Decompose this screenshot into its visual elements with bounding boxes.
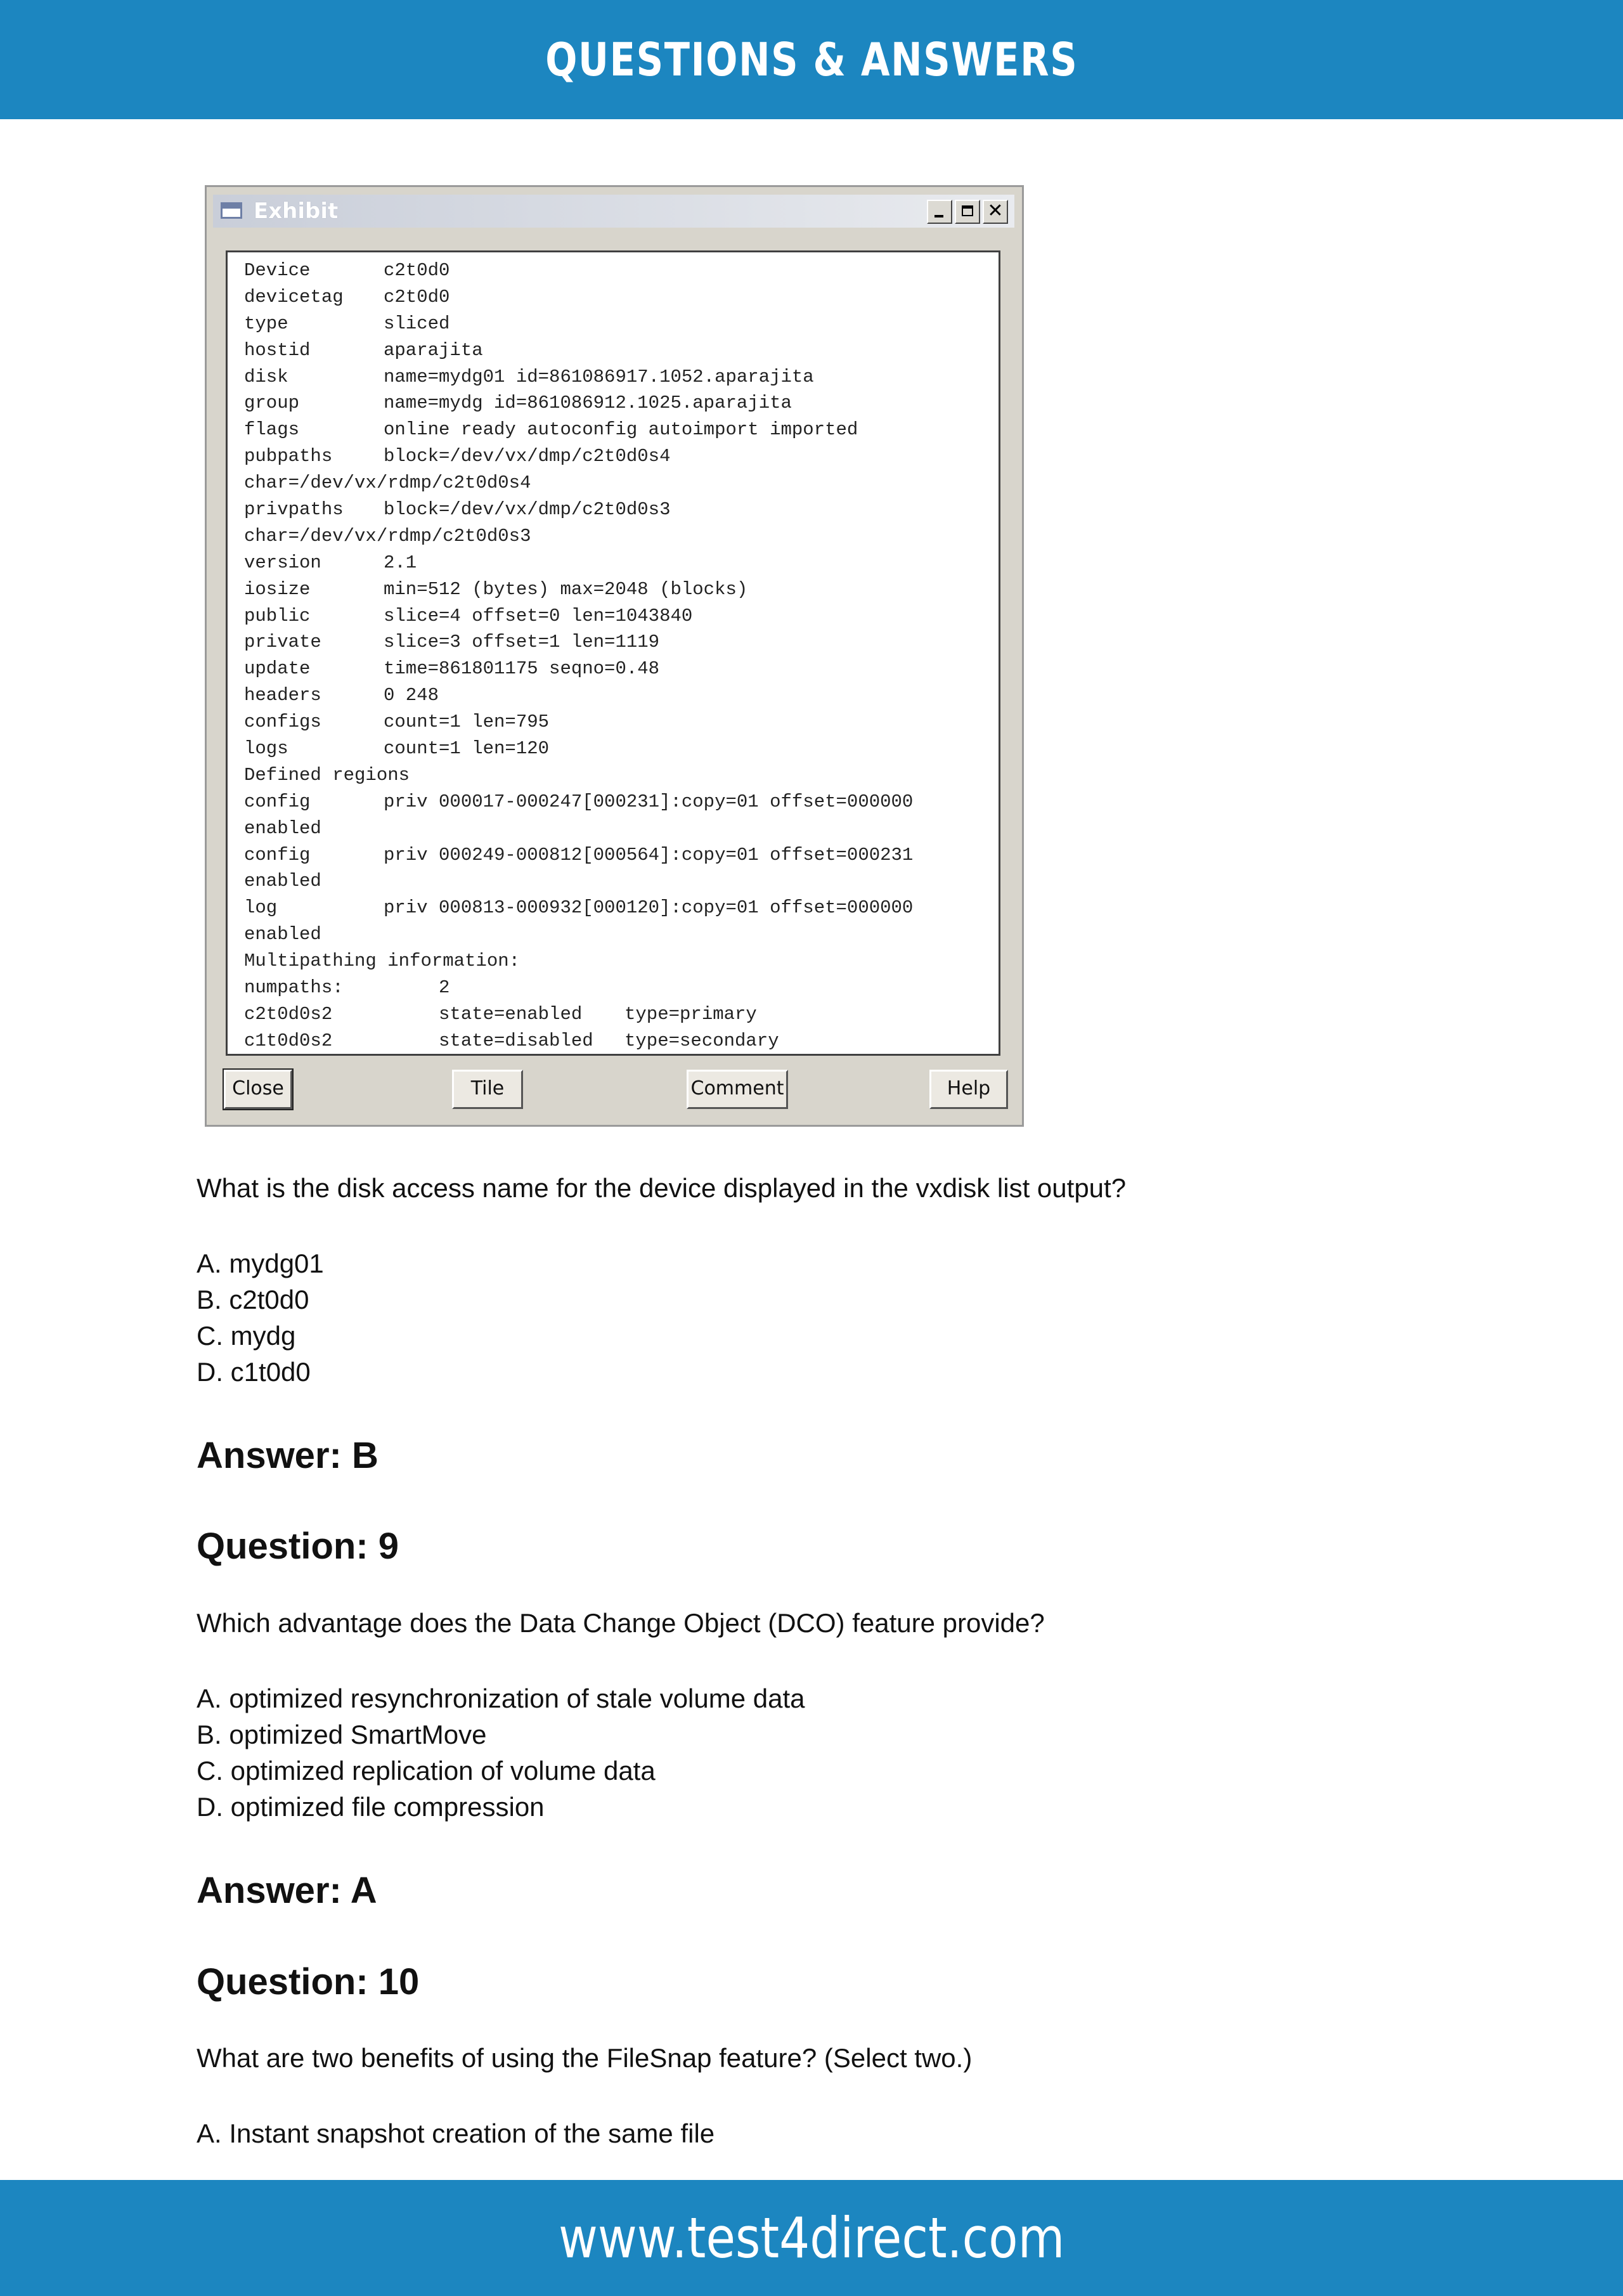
output-key: char=/dev/vx/rdmp/c2t0d0s3 (244, 525, 531, 547)
output-value: time=861801175 seqno=0.48 (384, 658, 660, 680)
q8-option: C. mydg (197, 1321, 296, 1351)
output-value: sliced (384, 313, 450, 334)
output-value: name=mydg id=861086912.1025.aparajita (384, 392, 792, 414)
output-line (244, 629, 999, 656)
output-line (244, 337, 999, 364)
output-key: private (244, 632, 321, 653)
output-value: priv 000249-000812[000564]:copy=01 offset=000231 (384, 844, 914, 866)
output-value: slice=4 offset=0 len=1043840 (384, 605, 693, 626)
exhibit-titlebar (213, 195, 1014, 228)
output-key: char=/dev/vx/rdmp/c2t0d0s4 (244, 472, 531, 494)
output-line (244, 868, 999, 895)
output-line (244, 815, 999, 842)
output-key: config (244, 844, 311, 866)
output-value: block=/dev/vx/dmp/c2t0d0s3 (384, 499, 671, 521)
close-button[interactable]: Close (224, 1070, 292, 1109)
output-line (244, 1001, 999, 1028)
output-value: online ready autoconfig autoimport imported (384, 419, 858, 441)
output-key: pubpaths (244, 446, 333, 467)
header-title: QUESTIONS & ANSWERS (545, 33, 1078, 86)
vxdisk-output (226, 250, 1000, 1056)
output-key: logs (244, 738, 288, 760)
output-line (244, 895, 999, 921)
minimize-icon[interactable] (927, 200, 952, 224)
output-value: priv 000017-000247[000231]:copy=01 offset=000000 (384, 791, 914, 812)
exhibit-window (205, 185, 1024, 1127)
output-line (244, 390, 999, 417)
q9-options (197, 1680, 805, 1825)
output-line (244, 523, 999, 550)
comment-button[interactable]: Comment (687, 1070, 788, 1109)
output-line (244, 789, 999, 815)
output-value: aparajita (384, 339, 483, 361)
q10-options (197, 2115, 715, 2151)
output-value: name=mydg01 id=861086917.1052.aparajita (384, 366, 814, 387)
output-key: public (244, 605, 311, 626)
q10-option: A. Instant snapshot creation of the same file (197, 2118, 715, 2148)
page-header (0, 0, 1623, 119)
footer-url: www.test4direct.com (558, 2205, 1065, 2271)
output-line (244, 1028, 999, 1054)
q8-question: What is the disk access name for the device displayed in the vxdisk list output? (197, 1173, 1127, 1203)
output-key: version (244, 552, 321, 573)
output-line (244, 762, 999, 789)
output-line (244, 921, 999, 948)
exhibit-button-row (207, 1070, 1022, 1114)
output-line (244, 842, 999, 869)
output-line (244, 417, 999, 443)
output-value: 0 248 (384, 685, 439, 706)
output-value: c2t0d0 (384, 260, 450, 281)
output-line (244, 603, 999, 630)
output-line (244, 496, 999, 523)
output-key: Device (244, 260, 311, 281)
q10-question: What are two benefits of using the FileSnap feature? (Select two.) (197, 2043, 973, 2073)
output-value: 2 (384, 977, 450, 999)
q10-heading: Question: 10 (197, 1961, 420, 2002)
output-key: hostid (244, 339, 311, 361)
q8-option: B. c2t0d0 (197, 1285, 309, 1314)
output-value: count=1 len=795 (384, 711, 550, 733)
close-icon[interactable]: ✕ (983, 200, 1008, 224)
q9-heading: Question: 9 (197, 1526, 399, 1567)
help-button[interactable]: Help (929, 1070, 1008, 1109)
output-value: slice=3 offset=1 len=1119 (384, 632, 660, 653)
output-key: log (244, 897, 278, 919)
output-key: devicetag (244, 286, 344, 308)
q9-option: D. optimized file compression (197, 1792, 545, 1822)
output-key: group (244, 392, 300, 414)
output-line (244, 550, 999, 576)
q8-options (197, 1245, 324, 1390)
output-line (244, 443, 999, 470)
q8-option: D. c1t0d0 (197, 1357, 311, 1387)
output-key: Defined regions (244, 764, 410, 786)
output-key: enabled (244, 924, 321, 945)
output-key: config (244, 791, 311, 812)
output-key: update (244, 658, 311, 680)
output-value: priv 000813-000932[000120]:copy=01 offset=000000 (384, 897, 914, 919)
q8-answer: Answer: B (197, 1435, 378, 1476)
q9-option: C. optimized replication of volume data (197, 1756, 656, 1786)
output-key: flags (244, 419, 300, 441)
q9-answer: Answer: A (197, 1870, 377, 1911)
output-value: type=primary (624, 1003, 757, 1025)
output-line (244, 576, 999, 603)
page-footer (0, 2180, 1623, 2296)
output-line (244, 364, 999, 391)
output-key: c2t0d0s2 (244, 1003, 333, 1025)
output-line (244, 311, 999, 337)
q9-question: Which advantage does the Data Change Object (DCO) feature provide? (197, 1608, 1045, 1638)
output-key: numpaths: (244, 977, 344, 999)
output-key: enabled (244, 817, 321, 839)
output-line (244, 284, 999, 311)
output-key: Multipathing information: (244, 950, 521, 972)
tile-button[interactable]: Tile (452, 1070, 523, 1109)
output-line (244, 682, 999, 709)
output-key: type (244, 313, 288, 334)
output-line (244, 257, 999, 284)
output-key: headers (244, 685, 321, 706)
output-value: 2.1 (384, 552, 417, 573)
output-value: state=enabled (384, 1003, 583, 1025)
output-key: configs (244, 711, 321, 733)
window-icon (221, 202, 242, 219)
output-line (244, 736, 999, 762)
output-value: c2t0d0 (384, 286, 450, 308)
q9-option: B. optimized SmartMove (197, 1720, 487, 1749)
output-line (244, 709, 999, 736)
exhibit-title: Exhibit (254, 198, 339, 224)
output-value: min=512 (bytes) max=2048 (blocks) (384, 578, 748, 600)
maximize-icon[interactable] (955, 200, 980, 224)
q9-option: A. optimized resynchronization of stale volume data (197, 1683, 805, 1713)
q8-option: A. mydg01 (197, 1249, 324, 1278)
output-line (244, 948, 999, 975)
output-value: block=/dev/vx/dmp/c2t0d0s4 (384, 446, 671, 467)
output-value: state=disabled (384, 1030, 593, 1051)
output-line (244, 975, 999, 1001)
output-key: privpaths (244, 499, 344, 521)
output-key: enabled (244, 871, 321, 892)
output-key: c1t0d0s2 (244, 1030, 333, 1051)
output-value: type=secondary (624, 1030, 779, 1051)
output-line (244, 470, 999, 496)
output-value: count=1 len=120 (384, 738, 550, 760)
output-line (244, 656, 999, 682)
output-key: iosize (244, 578, 311, 600)
output-key: disk (244, 366, 288, 387)
